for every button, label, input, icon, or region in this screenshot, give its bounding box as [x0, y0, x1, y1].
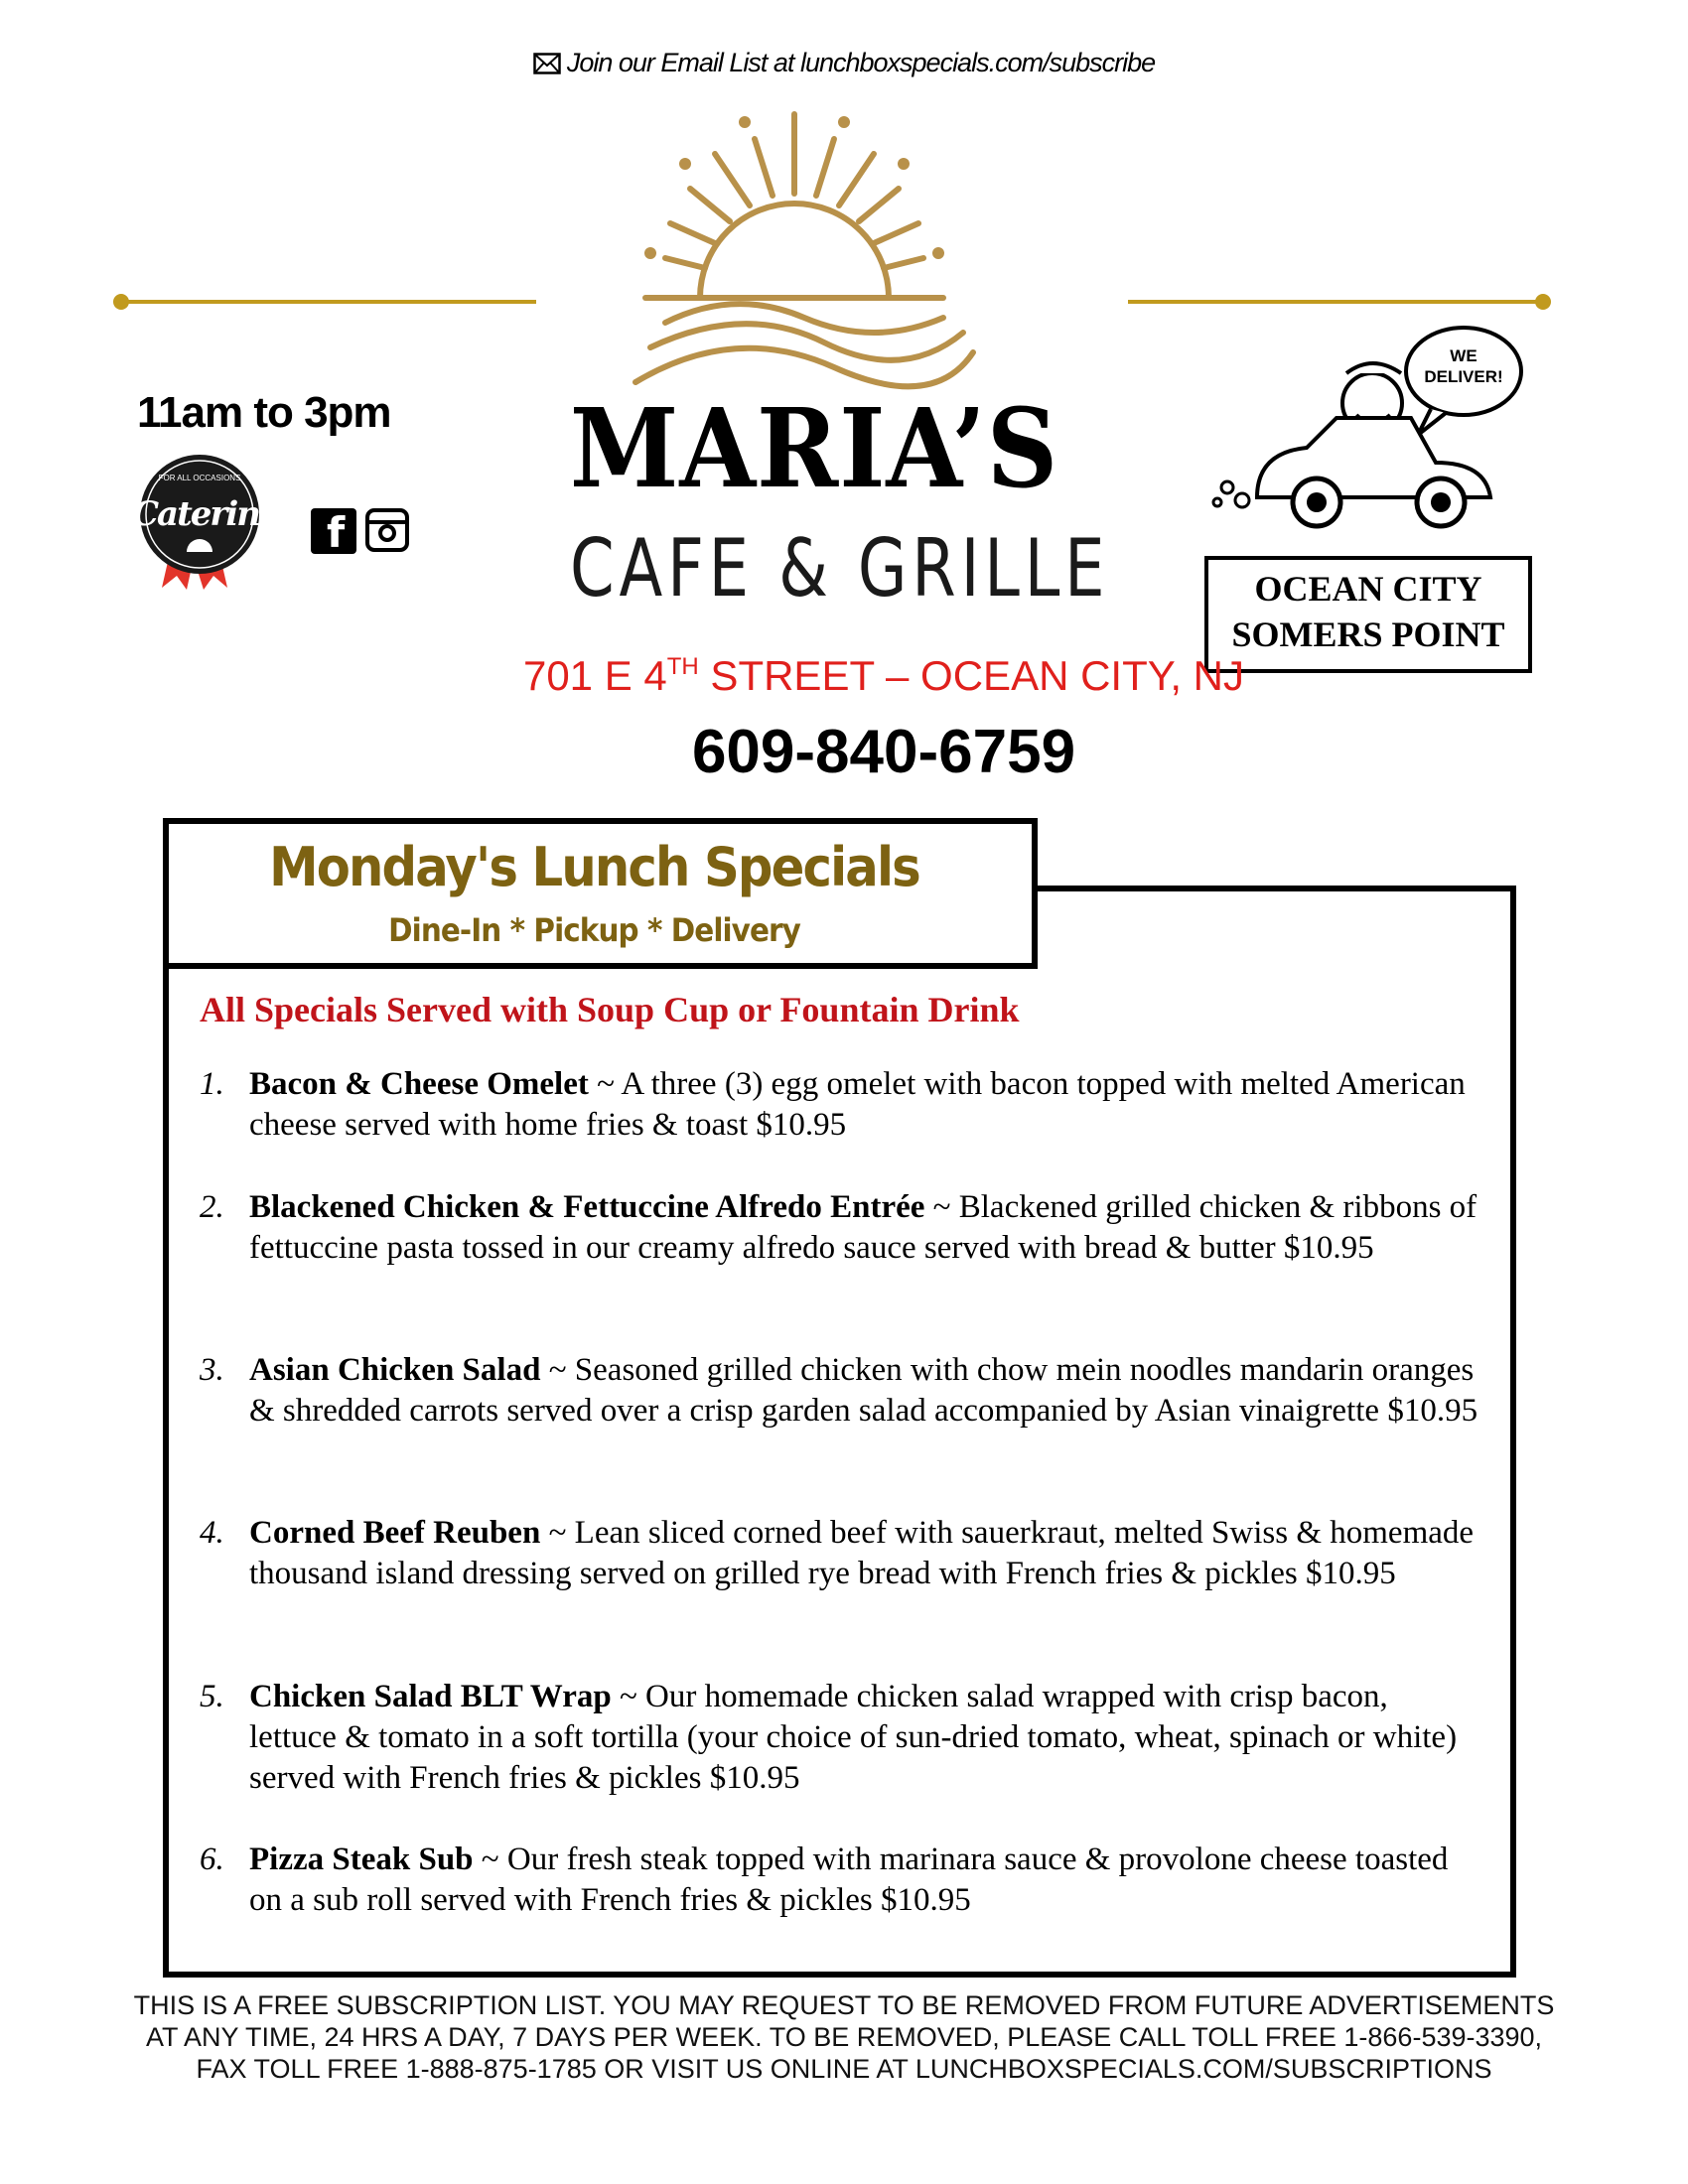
address-ordinal: TH: [666, 653, 699, 680]
item-number: 2.: [200, 1189, 224, 1225]
unsubscribe-disclaimer: [0, 1989, 1688, 2085]
specials-subtitle: Dine-In * Pickup * Delivery: [388, 911, 800, 949]
catering-label: Catering: [132, 494, 281, 534]
gold-divider-left: [117, 300, 536, 304]
item-name: Bacon & Cheese Omelet: [249, 1066, 589, 1102]
email-signup-text: Join our Email List at lunchboxspecials.com/subscribe: [566, 48, 1156, 77]
city-somers-point: SOMERS POINT: [1231, 614, 1505, 654]
sunrise-logo-icon: [606, 104, 993, 392]
email-signup-line: [0, 48, 1688, 81]
delivery-mascot: [1197, 324, 1531, 547]
disclaimer-line: THIS IS A FREE SUBSCRIPTION LIST. YOU MAY REQUEST TO BE REMOVED FROM FUTURE ADVERTISEMENTS: [133, 1990, 1555, 2020]
catering-badge: [132, 449, 281, 593]
envelope-icon: [533, 51, 561, 81]
item-number: 5.: [200, 1679, 224, 1714]
menu-item: [200, 1677, 1480, 1799]
item-name: Asian Chicken Salad: [249, 1352, 541, 1388]
city-ocean-city: OCEAN CITY: [1254, 569, 1482, 609]
item-description: ~ A three (3) egg omelet with bacon topped with melted American cheese served with home fries & toast $10.95: [249, 1066, 1466, 1143]
specials-box: [163, 886, 1516, 1978]
we-deliver-bubble: WE DELIVER!: [1424, 346, 1503, 386]
item-description: ~ Our fresh steak topped with marinara sauce & provolone cheese toasted on a sub roll served with French fries & pickles $10.95: [249, 1842, 1449, 1918]
menu-item: [200, 1840, 1480, 1921]
item-name: Chicken Salad BLT Wrap: [249, 1679, 612, 1714]
phone-number[interactable]: 609-840-6759: [691, 718, 1076, 786]
address-number: 701 E 4: [522, 652, 667, 699]
catering-tagline: FOR ALL OCCASIONS: [158, 474, 241, 482]
restaurant-subtitle: CAFE & GRILLE: [570, 522, 1110, 614]
item-description: ~ Blackened grilled chicken & ribbons of fettuccine pasta tossed in our creamy alfredo sauce served with bread & butter $10.95: [249, 1189, 1477, 1266]
item-description: ~ Lean sliced corned beef with sauerkraut, melted Swiss & homemade thousand island dressing served on grilled rye bread with French fries & pickles $10.95: [249, 1515, 1475, 1591]
item-name: Pizza Steak Sub: [249, 1842, 474, 1877]
item-name: Blackened Chicken & Fettuccine Alfredo Entrée: [249, 1189, 925, 1225]
specials-title: Monday's Lunch Specials: [269, 836, 919, 898]
menu-item: [200, 1350, 1480, 1432]
item-description: ~ Seasoned grilled chicken with chow mein noodles mandarin oranges & shredded carrots served over a crisp garden salad accompanied by Asian vinaigrette $10.95: [249, 1352, 1478, 1429]
menu-item: [200, 1064, 1480, 1146]
gold-divider-right: [1128, 300, 1547, 304]
disclaimer-line: AT ANY TIME, 24 HRS A DAY, 7 DAYS PER WEEK. TO BE REMOVED, PLEASE CALL TOLL FREE 1-866-539-3390,: [145, 2022, 1543, 2052]
item-description: ~ Our homemade chicken salad wrapped with crisp bacon, lettuce & tomato in a soft tortilla (your choice of sun-dried tomato, wheat, spinach or white) served with French fries & pickles $10.95: [249, 1679, 1458, 1796]
address: [0, 651, 1688, 701]
served-with-note: All Specials Served with Soup Cup or Fountain Drink: [200, 990, 1020, 1029]
menu-item: [200, 1187, 1480, 1269]
item-number: 1.: [200, 1066, 224, 1102]
menu-item: [200, 1513, 1480, 1594]
instagram-icon[interactable]: [365, 508, 409, 552]
facebook-icon[interactable]: f: [311, 508, 356, 554]
item-name: Corned Beef Reuben: [249, 1515, 541, 1551]
address-street: STREET – OCEAN CITY, NJ: [698, 652, 1245, 699]
item-number: 4.: [200, 1515, 224, 1551]
disclaimer-line: FAX TOLL FREE 1-888-875-1785 OR VISIT US ONLINE AT LUNCHBOXSPECIALS.COM/SUBSCRIPTIONS: [196, 2054, 1492, 2084]
business-hours: 11am to 3pm: [137, 388, 391, 437]
item-number: 3.: [200, 1352, 224, 1388]
item-number: 6.: [200, 1842, 224, 1877]
restaurant-name: MARIA’S: [569, 384, 1059, 512]
